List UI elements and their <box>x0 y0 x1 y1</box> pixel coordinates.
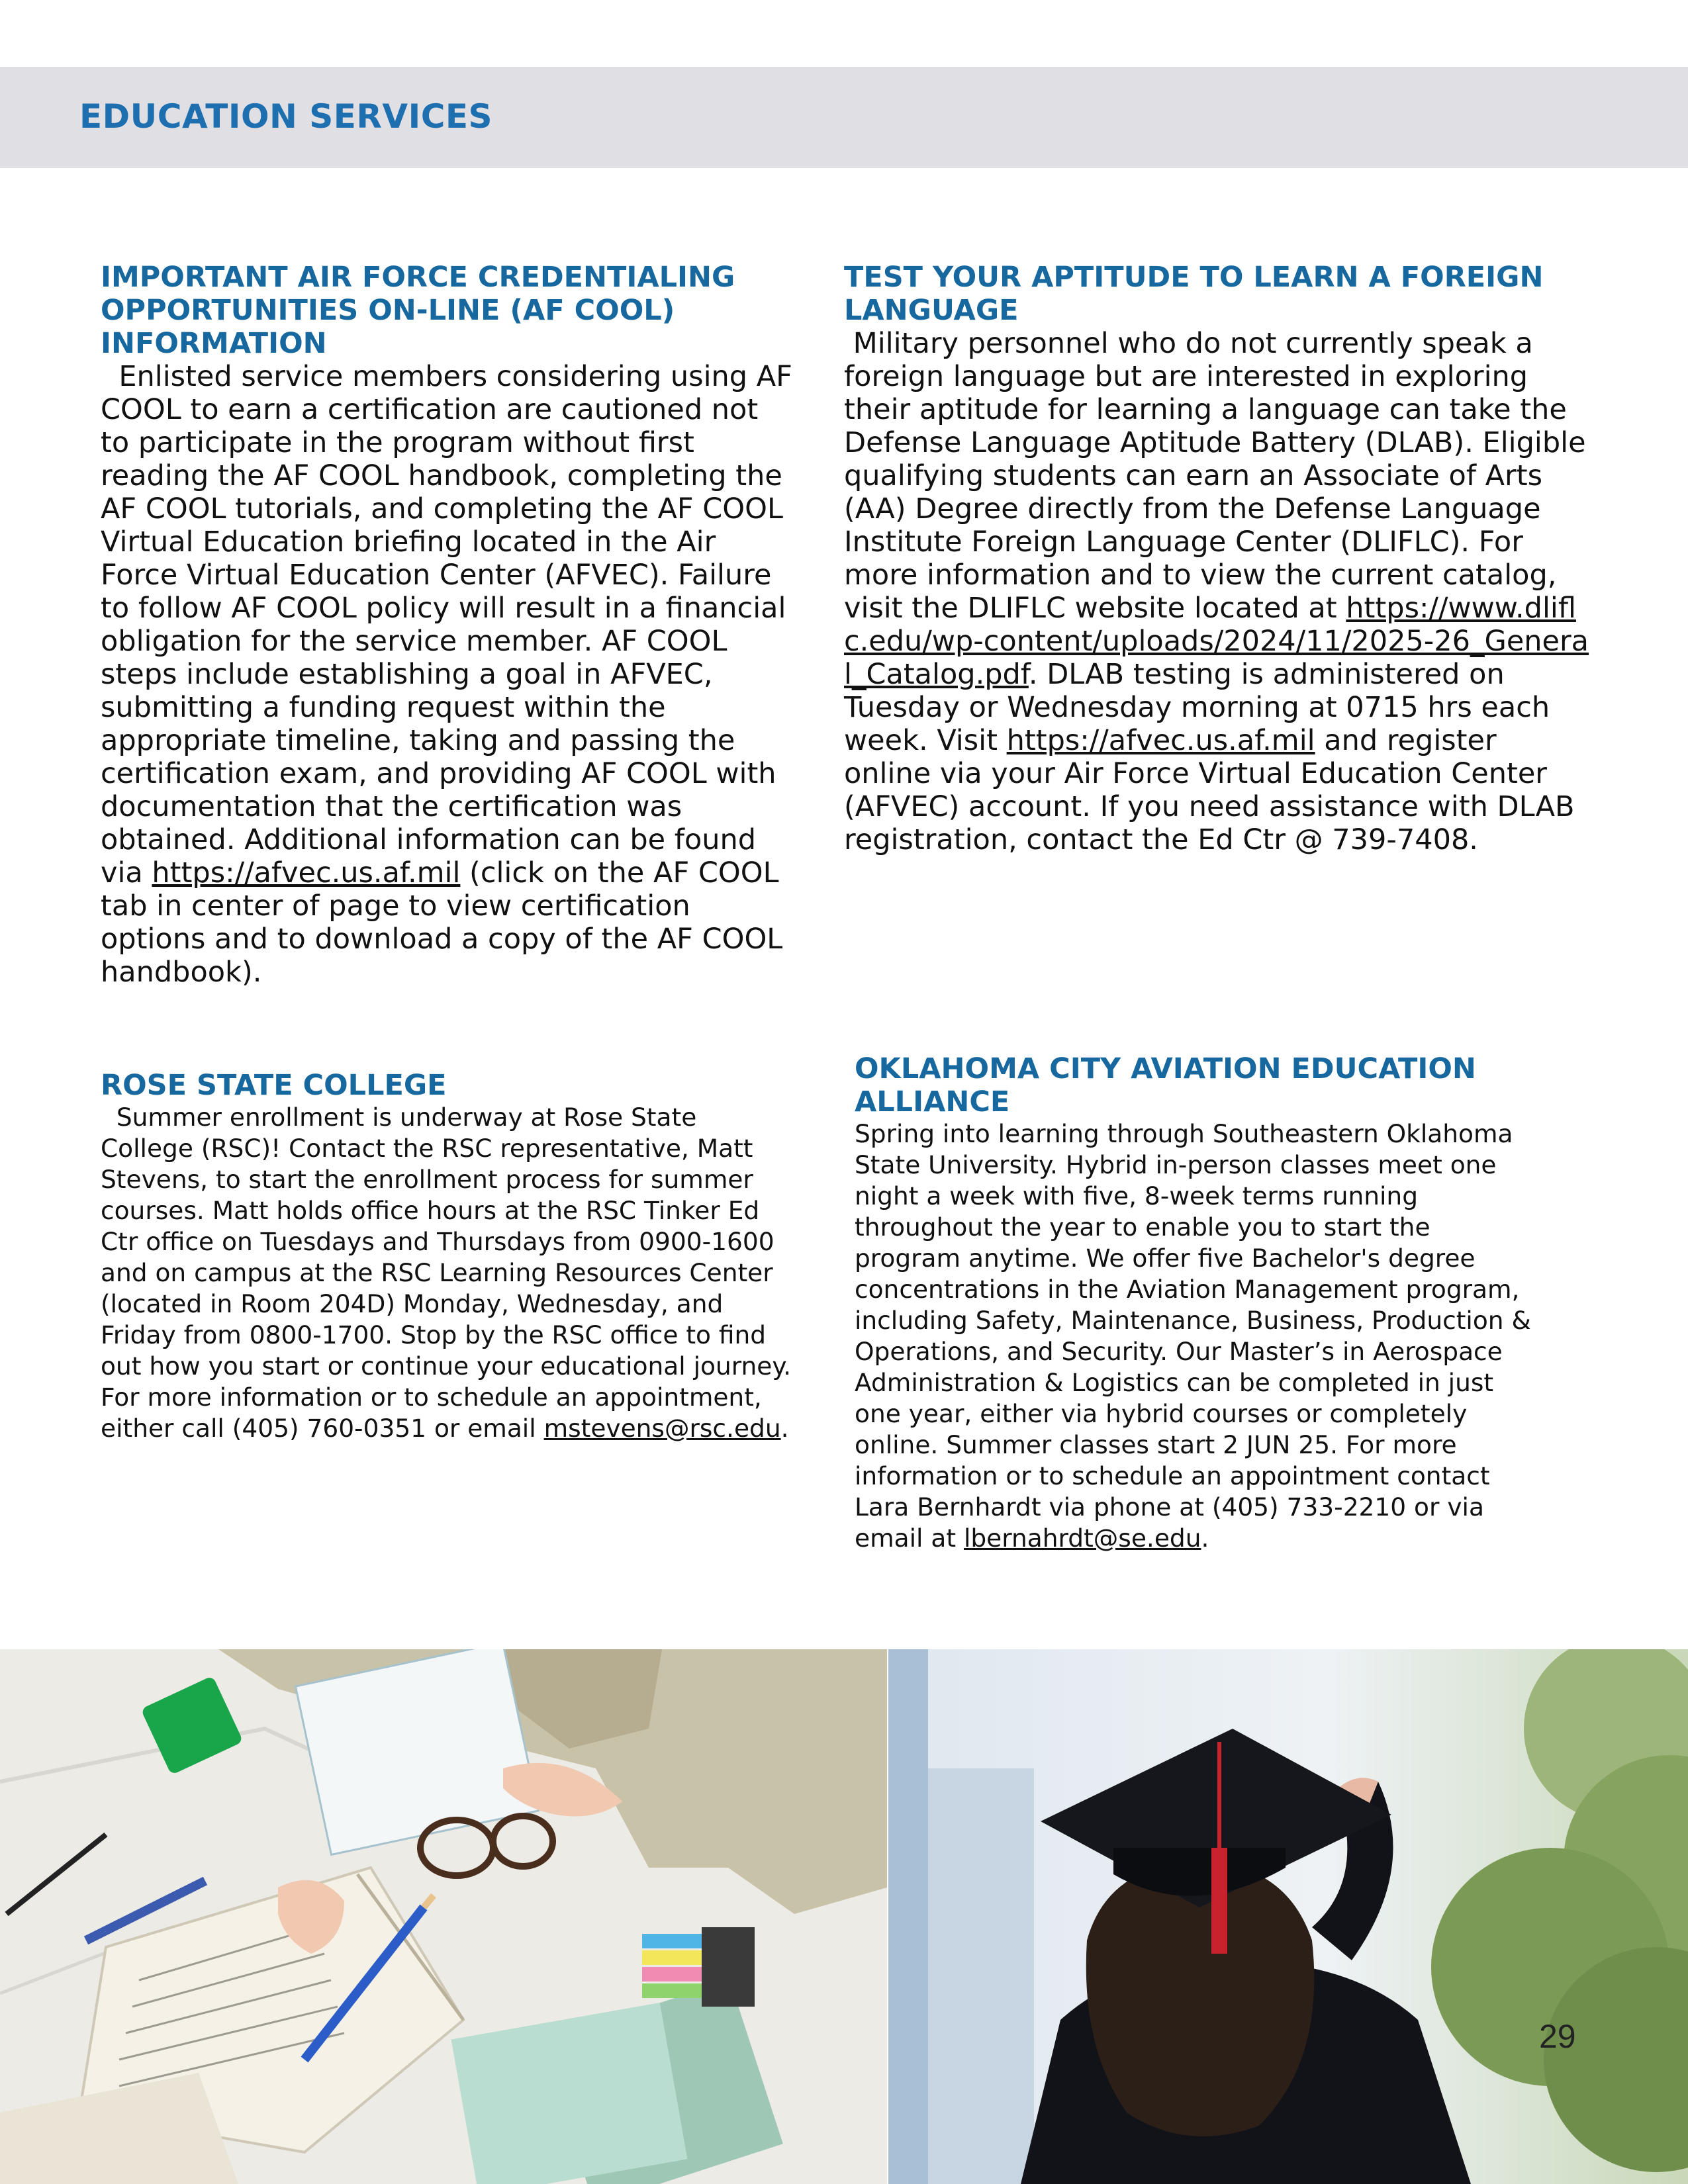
section-body <box>844 327 1595 856</box>
body-text: Spring into learning through Southeastern Oklahoma State University. Hybrid in-person classes meet one night a week with five, 8-week terms running throughout the year to enable you to start the program anytime. We offer five Bachelor's degree concentrations in the Aviation Management program, including Safety, Maintenance, Business, Production & Operations, and Security. Our Master’s in Aerospace Administration & Logistics can be completed in just one year, either via hybrid courses or completely online. Summer classes start 2 JUN 25. For more information or to schedule an appointment contact Lara Bernhardt via phone at (405) 733-2210 or via email at <box>855 1119 1539 1553</box>
section-okc-aviation <box>855 1052 1543 1554</box>
dliflc-catalog-link[interactable]: https://www.dliflc.edu/wp-content/uploads/2024/11/2025-26_General_Catalog.pdf <box>844 592 1589 691</box>
section-heading: TEST YOUR APTITUDE TO LEARN A FOREIGN LANGUAGE <box>844 261 1544 327</box>
afvec-link[interactable]: https://afvec.us.af.mil <box>1006 724 1315 757</box>
body-text: and register online via your Air Force Virtual Education Center (AFVEC) account. If you need assistance with DLAB registration, contact the Ed Ctr @ 739-7408. <box>844 724 1584 856</box>
section-af-cool <box>101 261 802 989</box>
section-heading: IMPORTANT AIR FORCE CREDENTIALING OPPORTUNITIES ON-LINE (AF COOL) INFORMATION <box>101 261 735 360</box>
body-text: Military personnel who do not currently speak a foreign language but are interested in exploring their aptitude for learning a language can take the Defense Language Aptitude Battery (DLAB). Eligible qualifying students can earn an Associate of Arts (AA) Degree directly from the Defense Language Institute Foreign Language Center (DLIFLC). For more information and to view the current catalog, visit the DLIFLC website located at <box>844 327 1595 625</box>
graduate-photo <box>888 1649 1688 2184</box>
body-text: Summer enrollment is underway at Rose State College (RSC)! Contact the RSC representative, Matt Stevens, to start the enrollment process for summer courses. Matt holds office hours at the RSC Tinker Ed Ctr office on Tuesdays and Thursdays from 0900-1600 and on campus at the RSC Learning Resources Center (located in Room 204D) Monday, Wednesday, and Friday from 0800-1700. Stop by the RSC office to find out how you start or continue your educational journey. For more information or to schedule an appointment, either call (405) 760-0351 or email <box>101 1103 800 1443</box>
section-body <box>855 1118 1543 1554</box>
body-text: . <box>1201 1524 1209 1553</box>
page-title: EDUCATION SERVICES <box>79 97 493 136</box>
section-rose-state <box>101 1069 800 1444</box>
body-text: (click on the AF COOL tab in center of page to view certification options and to download a copy of the AF COOL handbook). <box>101 856 792 989</box>
section-heading: OKLAHOMA CITY AVIATION EDUCATION ALLIANCE <box>855 1052 1476 1118</box>
body-text: Enlisted service members considering using AF COOL to earn a certification are cautioned not to participate in the program without first reading the AF COOL handbook, completing the AF COOL tutorials, and completing the AF COOL Virtual Education briefing located in the Air Force Virtual Education Center (AFVEC). Failure to follow AF COOL policy will result in a financial obligation for the service member. AF COOL steps include establishing a goal in AFVEC, submitting a funding request within the appropriate timeline, taking and passing the certification exam, and providing AF COOL with documentation that the certification was obtained. Additional information can be found via <box>101 360 802 889</box>
page-number: 29 <box>1539 2018 1576 2055</box>
header-banner <box>0 67 1688 168</box>
section-dlab <box>844 261 1595 856</box>
email-link[interactable]: mstevens@rsc.edu <box>543 1414 781 1443</box>
afvec-link[interactable]: https://afvec.us.af.mil <box>152 856 461 889</box>
section-body <box>101 1102 800 1444</box>
section-heading: ROSE STATE COLLEGE <box>101 1069 447 1102</box>
email-link[interactable]: lbernahrdt@se.edu <box>963 1524 1201 1553</box>
studying-photo <box>0 1649 887 2184</box>
section-body <box>101 360 802 989</box>
body-text: . DLAB testing is administered on Tuesday or Wednesday morning at 0715 hrs each week. Visit <box>844 658 1559 757</box>
body-text: . <box>780 1414 789 1443</box>
